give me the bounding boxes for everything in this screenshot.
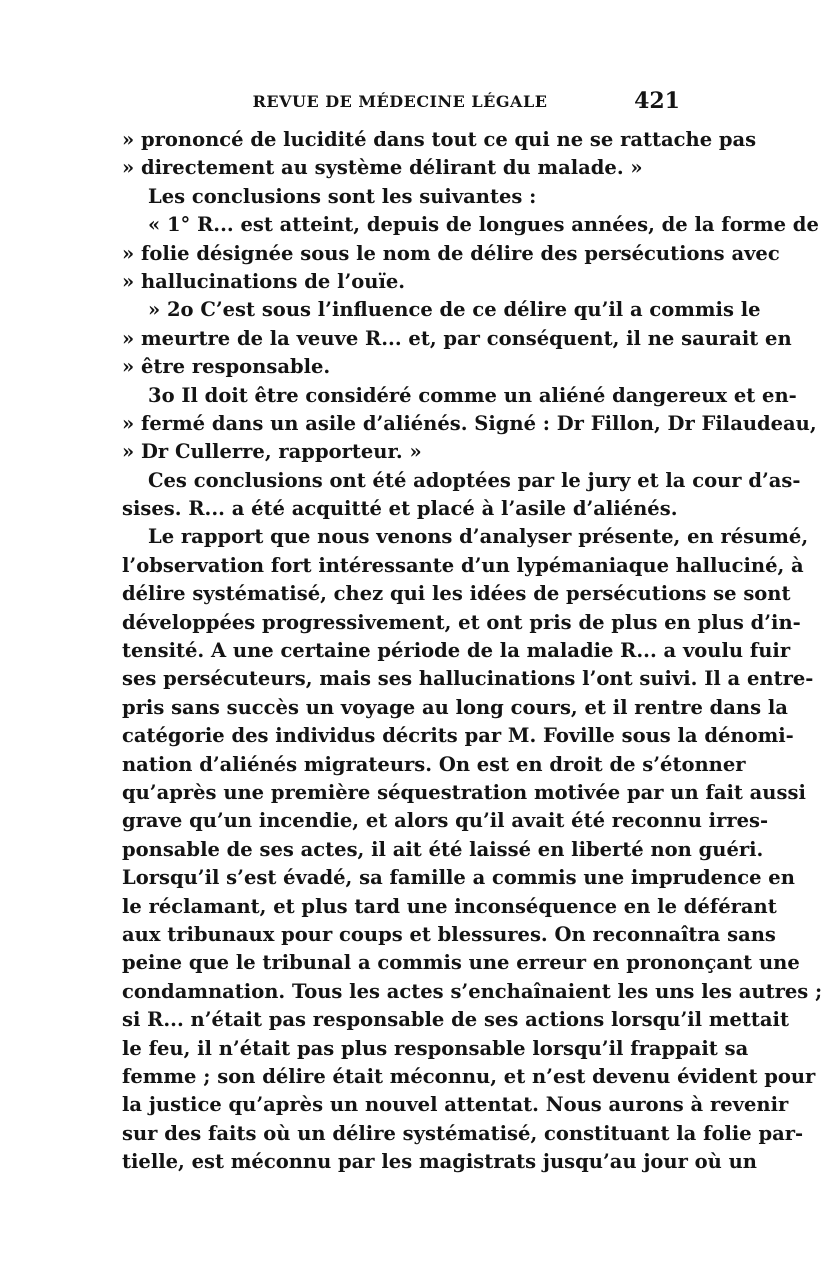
- text-line: sises. R... a été acquitté et placé à l’asile d’aliénés.: [122, 497, 678, 521]
- text-line: le réclamant, et plus tard une inconséquence en le déférant: [122, 894, 777, 918]
- text-line: condamnation. Tous les actes s’enchaînaient les uns les autres ;: [122, 979, 822, 1003]
- text-line: » fermé dans un asile d’aliénés. Signé : Dr Fillon, Dr Filaudeau,: [122, 411, 817, 435]
- running-title: REVUE DE MÉDECINE LÉGALE: [252, 92, 548, 111]
- text-line: sur des faits où un délire systématisé, constituant la folie par-: [122, 1121, 804, 1145]
- text-line: ses persécuteurs, mais ses hallucinations l’ont suivi. Il a entre-: [122, 667, 814, 691]
- text-line: Ces conclusions ont été adoptées par le jury et la cour d’as-: [148, 468, 801, 492]
- text-line: femme ; son délire était méconnu, et n’est devenu évident pour: [122, 1064, 816, 1088]
- text-line: » hallucinations de l’ouïe.: [122, 269, 406, 293]
- text-line: développées progressivement, et ont pris de plus en plus d’in-: [122, 610, 801, 634]
- text-line: Lorsqu’il s’est évadé, sa famille a commis une imprudence en: [122, 866, 795, 890]
- text-line: le feu, il n’était pas plus responsable lorsqu’il frappait sa: [122, 1036, 749, 1060]
- text-line: qu’après une première séquestration motivée par un fait aussi: [122, 780, 806, 804]
- text-line: « 1° R... est atteint, depuis de longues années, de la forme de: [148, 213, 819, 237]
- text-line: aux tribunaux pour coups et blessures. On reconnaîtra sans: [122, 922, 776, 946]
- text-line: Le rapport que nous venons d’analyser présente, en résumé,: [148, 525, 809, 549]
- text-line: peine que le tribunal a commis une erreur en prononçant une: [122, 951, 800, 975]
- text-line: l’observation fort intéressante d’un lypémaniaque halluciné, à: [122, 553, 804, 577]
- page-number: 421: [634, 88, 680, 114]
- body-text: [122, 126, 822, 1176]
- text-line: ponsable de ses actes, il ait été laissé en liberté non guéri.: [122, 837, 764, 861]
- text-line: la justice qu’après un nouvel attentat. Nous aurons à revenir: [122, 1093, 789, 1117]
- text-line: » Dr Cullerre, rapporteur. »: [122, 440, 422, 464]
- text-line: » prononcé de lucidité dans tout ce qui ne se rattache pas: [122, 128, 757, 151]
- text-line: pris sans succès un voyage au long cours, et il rentre dans la: [122, 695, 788, 719]
- text-line: » folie désignée sous le nom de délire des persécutions avec: [122, 241, 780, 265]
- text-line: si R... n’était pas responsable de ses actions lorsqu’il mettait: [122, 1008, 789, 1032]
- text-line: 3o Il doit être considéré comme un aliéné dangereux et en-: [148, 383, 797, 407]
- text-line: Les conclusions sont les suivantes :: [148, 184, 537, 208]
- text-line: grave qu’un incendie, et alors qu’il avait été reconnu irres-: [122, 809, 769, 833]
- text-line: catégorie des individus décrits par M. Foville sous la dénomi-: [122, 724, 794, 748]
- text-line: tielle, est méconnu par les magistrats jusqu’au jour où un: [122, 1150, 757, 1174]
- text-line: » directement au système délirant du malade. »: [122, 156, 643, 180]
- text-line: tensité. A une certaine période de la maladie R... a voulu fuir: [122, 639, 791, 663]
- running-head: [120, 88, 680, 118]
- text-line: » meurtre de la veuve R... et, par conséquent, il ne saurait en: [122, 326, 792, 350]
- text-line: » 2o C’est sous l’influence de ce délire qu’il a commis le: [148, 298, 761, 322]
- text-line: délire systématisé, chez qui les idées de persécutions se sont: [122, 582, 791, 606]
- text-line: » être responsable.: [122, 355, 331, 379]
- text-line: nation d’aliénés migrateurs. On est en droit de s’étonner: [122, 752, 746, 776]
